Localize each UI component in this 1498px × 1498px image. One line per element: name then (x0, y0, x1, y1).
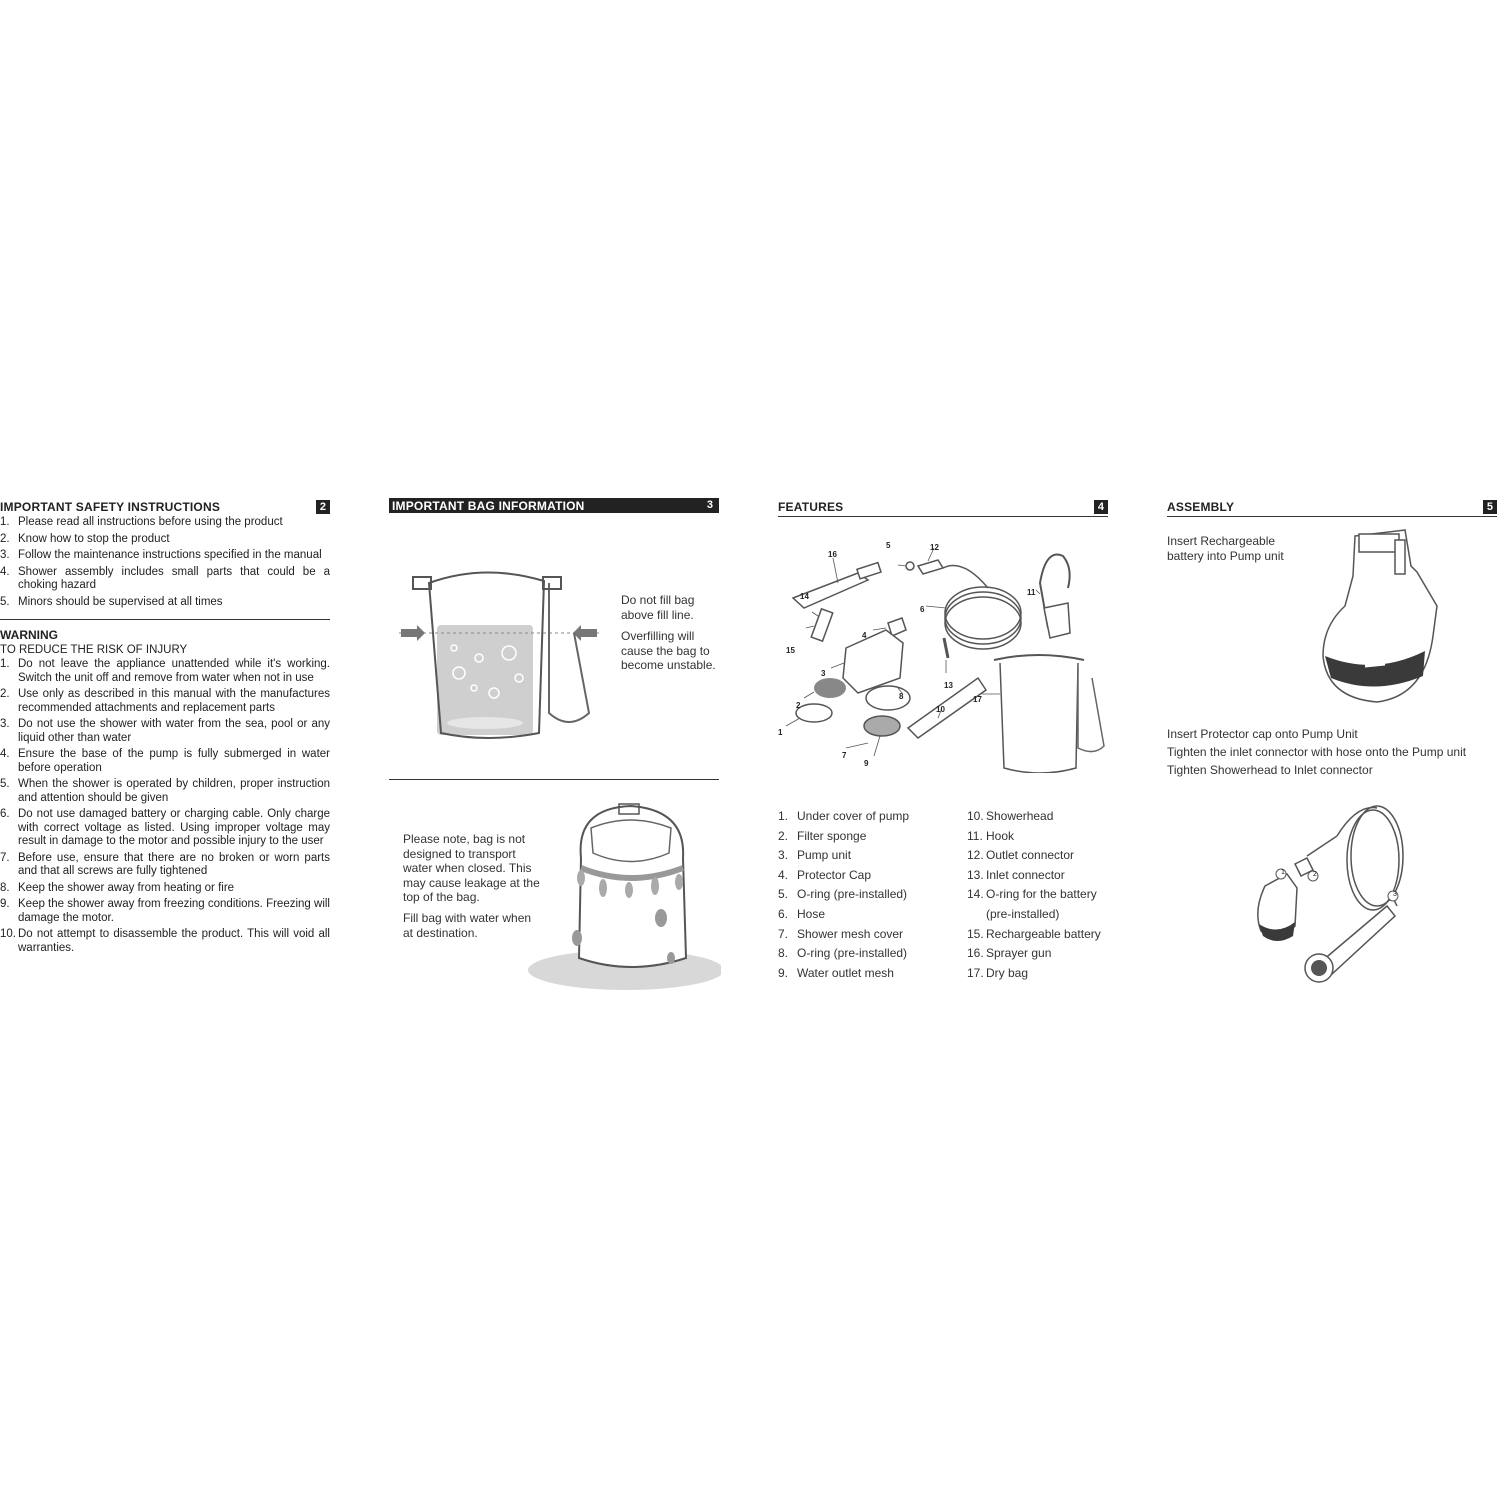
warning-item (0, 852, 330, 879)
leaking-bag-illustration (521, 798, 721, 998)
page-assembly (1167, 498, 1497, 998)
callout-label: 16 (828, 550, 837, 559)
warning-item (0, 898, 330, 925)
item-text: Water outlet mesh (797, 965, 894, 980)
item-text: Hook (986, 828, 1015, 843)
page-safety-instructions (0, 498, 330, 958)
item-text: Keep the shower away from heating or fire (18, 881, 235, 894)
destination-note: Fill bag with water when at destination. (403, 911, 532, 940)
item-text: Sprayer gun (986, 946, 1052, 961)
safety-instruction-item (0, 516, 330, 530)
item-number: 16. (967, 946, 984, 961)
item-text: Rechargeable battery (986, 926, 1101, 941)
item-number: 7. (0, 851, 10, 864)
warning-list (0, 658, 330, 955)
callout-labels (778, 528, 1108, 773)
item-number: 3. (0, 718, 10, 730)
warning-item (0, 882, 330, 896)
page-number-badge: 3 (706, 499, 714, 511)
callout-label: 17 (973, 695, 982, 704)
item-text: O-ring (pre-installed) (797, 946, 908, 961)
item-number: 5. (778, 887, 789, 902)
warning-subtitle: TO REDUCE THE RISK OF INJURY (0, 644, 188, 656)
callout-label: 14 (800, 592, 809, 601)
features-list-right (967, 807, 1117, 983)
fill-line-note: Do not fill bag above fill line. (621, 593, 695, 622)
item-number: 6. (778, 906, 789, 921)
item-text: Shower mesh cover (797, 926, 904, 941)
page-number-badge: 5 (1483, 500, 1497, 514)
item-text: Keep the shower away from freezing conditions. Freezing will damage the motor. (18, 898, 330, 924)
item-text: Under cover of pump (797, 809, 910, 823)
item-number: 4. (0, 565, 10, 578)
battery-step: Insert Rechargeable battery into Pump unit (1167, 534, 1284, 563)
item-number: 1. (0, 658, 10, 670)
item-number: 7. (778, 926, 789, 941)
item-number: 6. (0, 808, 10, 820)
page-number-badge: 2 (316, 500, 330, 514)
item-text: Ensure the base of the pump is fully submerged in water before operation (18, 748, 330, 774)
item-number: 4. (0, 748, 10, 760)
feature-item (967, 807, 1117, 827)
callout-label: 2 (796, 701, 801, 710)
section-title: IMPORTANT BAG INFORMATION (392, 499, 585, 513)
callout-label: 10 (936, 705, 945, 714)
divider (389, 779, 719, 780)
warning-item (0, 658, 330, 685)
cap-step: Insert Protector cap onto Pump Unit (1167, 727, 1358, 741)
warning-item (0, 688, 330, 715)
transport-note: Please note, bag is not designed to transport water when closed. This may cause leakage at the top of the bag. (403, 832, 540, 904)
warning-item (0, 808, 330, 849)
section-header (389, 498, 719, 513)
item-number: 17. (967, 965, 984, 980)
showerhead-icon (1305, 906, 1395, 982)
item-text: Minors should be supervised at all times (18, 595, 223, 608)
feature-item (778, 925, 968, 945)
item-number: 3. (778, 848, 789, 863)
callout-label: 12 (930, 543, 939, 552)
item-number: 2. (0, 532, 10, 545)
item-number: 4. (778, 867, 789, 882)
warning-item (0, 778, 330, 805)
callout-label: 4 (862, 631, 867, 640)
feature-item (778, 866, 968, 886)
item-number: 9. (778, 965, 789, 980)
fill-line-bag-illustration (399, 563, 599, 743)
feature-item (778, 885, 968, 905)
feature-item (967, 885, 1117, 924)
feature-item (778, 944, 968, 964)
section-title: ASSEMBLY (1167, 500, 1235, 514)
item-number: 5. (0, 778, 10, 790)
item-number: 15. (967, 926, 984, 941)
step-label-3: 3 (1393, 891, 1397, 898)
item-number: 2. (0, 688, 10, 700)
callout-label: 11 (1027, 588, 1036, 597)
feature-item (967, 827, 1117, 847)
step-label-1: 1 (1281, 869, 1285, 876)
warning-item (0, 748, 330, 775)
callout-label: 6 (920, 605, 925, 614)
item-text: Pump unit (797, 848, 852, 863)
item-number: 9. (0, 898, 10, 910)
item-number: 11. (967, 828, 983, 843)
callout-label: 13 (944, 681, 953, 690)
step-label-2: 2 (1313, 871, 1317, 878)
item-text: Dry bag (986, 965, 1029, 980)
safety-instruction-list (0, 516, 330, 609)
warning-title: WARNING (0, 628, 58, 642)
section-title: FEATURES (778, 500, 844, 514)
item-number: 10. (967, 809, 984, 823)
feature-item (967, 944, 1117, 964)
item-number: 8. (778, 946, 789, 961)
section-header (0, 498, 330, 516)
item-text: Inlet connector (986, 867, 1065, 882)
item-text: Outlet connector (986, 848, 1075, 863)
item-text: Do not leave the appliance unattended while it's working. Switch the unit off and remove from water when not in use (18, 658, 330, 684)
feature-item (778, 807, 968, 827)
feature-item (967, 846, 1117, 866)
feature-item (967, 866, 1117, 886)
callout-label: 5 (886, 541, 891, 550)
item-number: 10. (0, 928, 16, 940)
callout-label: 3 (821, 669, 826, 678)
feature-item (778, 827, 968, 847)
callout-label: 15 (786, 646, 795, 655)
item-number: 1. (778, 809, 789, 823)
showerhead-step: Tighten Showerhead to Inlet connector (1167, 763, 1373, 777)
safety-instruction-item (0, 549, 330, 563)
item-number: 2. (778, 828, 789, 843)
item-text: Know how to stop the product (18, 532, 170, 545)
item-text: Showerhead (986, 809, 1054, 823)
item-text: O-ring (pre-installed) (797, 887, 908, 902)
safety-instruction-item (0, 566, 330, 593)
section-header (1167, 498, 1497, 517)
feature-item (778, 846, 968, 866)
callout-label: 8 (899, 692, 904, 701)
overfill-note: Overfilling will cause the bag to become unstable. (621, 629, 716, 672)
item-number: 13. (967, 867, 984, 882)
warning-item (0, 718, 330, 745)
item-text: Shower assembly includes small parts that could be a choking hazard (18, 565, 330, 591)
feature-item (967, 964, 1117, 984)
feature-item (778, 905, 968, 925)
divider (0, 619, 330, 620)
pump-unit-icon (1258, 874, 1297, 941)
item-text: Protector Cap (797, 867, 872, 882)
item-number: 8. (0, 881, 10, 894)
item-text: Please read all instructions before using the product (18, 516, 283, 528)
feature-item (778, 964, 968, 984)
feature-item (967, 925, 1117, 945)
pump-with-battery-illustration (1315, 526, 1445, 706)
safety-instruction-item (0, 533, 330, 547)
item-text: Use only as described in this manual with the manufactures recommended attachments and replacement parts (18, 688, 330, 714)
item-text: Do not attempt to disassemble the product. This will void all warranties. (18, 928, 330, 954)
item-number: 12. (967, 848, 984, 863)
page-number-badge: 4 (1094, 500, 1108, 514)
item-number: 14. (967, 887, 984, 902)
section-title: IMPORTANT SAFETY INSTRUCTIONS (0, 500, 221, 514)
item-text: O-ring for the battery (pre-installed) (986, 887, 1097, 921)
page-features (778, 498, 1108, 998)
item-text: Before use, ensure that there are no broken or worn parts and that all screws are fully tightened (18, 851, 330, 877)
item-text: When the shower is operated by children, proper instruction and attention should be given (18, 778, 330, 804)
item-text: Follow the maintenance instructions specified in the manual (18, 549, 322, 561)
warning-item (0, 928, 330, 955)
callout-label: 9 (864, 759, 869, 768)
safety-instruction-item (0, 596, 330, 610)
features-list-left (778, 807, 968, 983)
page-bag-information (389, 498, 719, 1018)
item-text: Do not use the shower with water from the sea, pool or any liquid other than water (18, 718, 330, 744)
callout-label: 1 (778, 728, 783, 737)
inlet-step: Tighten the inlet connector with hose onto the Pump unit (1167, 745, 1467, 759)
item-number: 1. (0, 516, 10, 528)
item-number: 3. (0, 549, 10, 561)
section-header (778, 498, 1108, 517)
callout-label: 7 (842, 751, 847, 760)
item-text: Filter sponge (797, 828, 867, 843)
item-number: 5. (0, 595, 10, 608)
item-text: Do not use damaged battery or charging cable. Only charge with correct voltage as listed. Using improper voltage may result in damage to the motor and possible injury to the user (18, 808, 330, 847)
item-text: Hose (797, 906, 826, 921)
